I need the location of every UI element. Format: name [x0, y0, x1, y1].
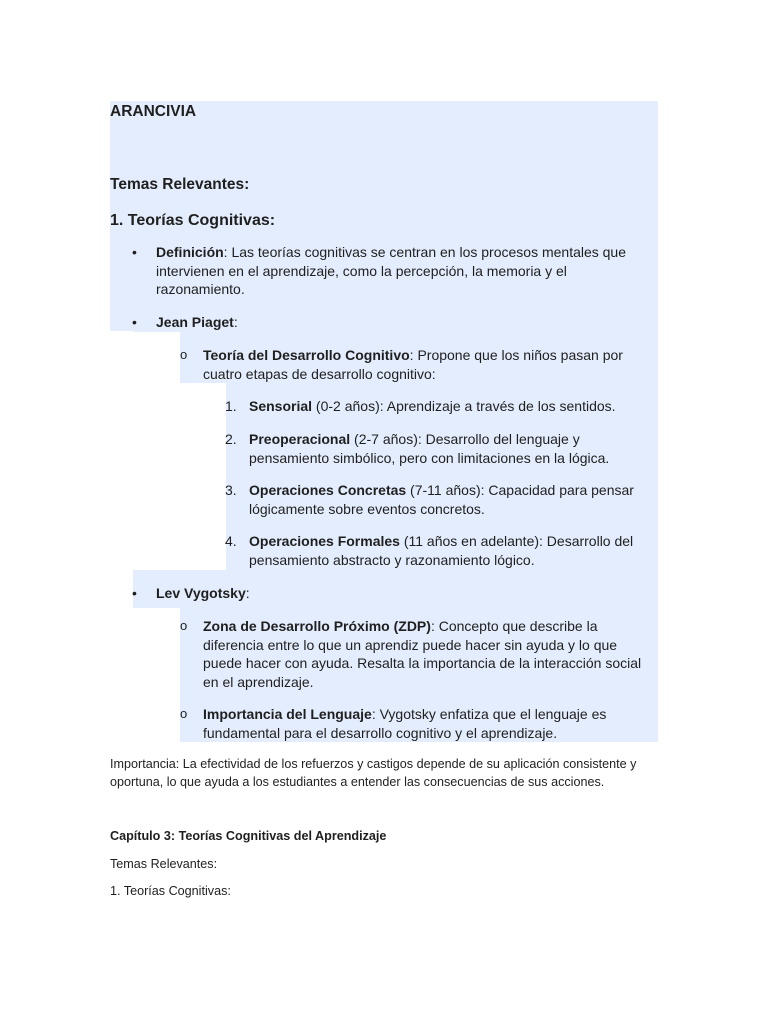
stage-term: Preoperacional [249, 431, 351, 447]
stage-item [249, 532, 649, 569]
definition-term: Definición [156, 244, 224, 260]
teorias-text: 1. Teorías Cognitivas: [110, 884, 231, 898]
piaget-suffix: : [233, 314, 238, 330]
stage-term: Operaciones Formales [249, 533, 400, 549]
sub-bullet-marker: o [180, 347, 188, 362]
stage-number: 2. [225, 431, 237, 447]
stage-number: 3. [225, 482, 237, 498]
stage-term: Sensorial [249, 398, 313, 414]
stage-term: Operaciones Concretas [249, 482, 407, 498]
zdp-term: Zona de Desarrollo Próximo (ZDP) [203, 618, 431, 634]
piaget-theory-term: Teoría del Desarrollo Cognitivo [203, 347, 410, 363]
zdp-text: : Concepto que describe la diferencia entre lo que un aprendiz puede hacer sin ayuda y lo que puede hacer con ayuda. Resalta la importancia de la interacción social en el aprendizaje. [203, 618, 642, 690]
bullet-marker: • [132, 314, 137, 330]
stage-item [249, 397, 649, 416]
zdp-item [203, 617, 655, 691]
definition-text: : Las teorías cognitivas se centran en los procesos mentales que intervienen en el aprendizaje, como la percepción, la memoria y el razonamiento. [156, 244, 627, 297]
stage-text: (2-7 años): Desarrollo del lenguaje y pensamiento simbólico, pero con limitaciones en la lógica. [249, 431, 610, 466]
sub-bullet-marker: o [180, 618, 188, 633]
document-title: ARANCIVIA [110, 103, 197, 120]
vygotsky-suffix: : [245, 585, 250, 601]
lenguaje-item [203, 705, 643, 742]
lenguaje-term: Importancia del Lenguaje [203, 706, 372, 722]
stage-text: (11 años en adelante): Desarrollo del pensamiento abstracto y razonamiento lógico. [249, 533, 634, 568]
temas-text: Temas Relevantes: [110, 857, 218, 871]
vygotsky-item [156, 584, 250, 603]
piaget-theory-text: : Propone que los niños pasan por cuatro etapas de desarrollo cognitivo: [203, 347, 623, 382]
stage-number: 1. [225, 398, 237, 414]
bullet-marker: • [132, 244, 137, 260]
stage-number: 4. [225, 533, 237, 549]
stage-item [249, 481, 649, 518]
sub-bullet-marker: o [180, 706, 188, 721]
lenguaje-text: : Vygotsky enfatiza que el lenguaje es fundamental para el desarrollo cognitivo y el aprendizaje. [203, 706, 607, 741]
bullet-marker: • [132, 585, 137, 601]
stage-text: (7-11 años): Capacidad para pensar lógicamente sobre eventos concretos. [249, 482, 634, 517]
vygotsky-term: Lev Vygotsky [156, 585, 246, 601]
stage-item [249, 430, 649, 467]
section-heading: 1. Teorías Cognitivas: [110, 212, 276, 229]
piaget-theory [203, 346, 651, 383]
piaget-term: Jean Piaget [156, 314, 234, 330]
piaget-item [156, 313, 238, 332]
stage-text: (0-2 años): Aprendizaje a través de los sentidos. [312, 398, 616, 414]
temas-heading: Temas Relevantes: [110, 176, 250, 193]
definition-item [156, 243, 646, 299]
chapter-heading: Capítulo 3: Teorías Cognitivas del Aprendizaje [110, 829, 387, 843]
importancia-paragraph: Importancia: La efectividad de los refuerzos y castigos depende de su aplicación consistente y oportuna, lo que ayuda a los estudiantes a entender las consecuencias de sus acciones. [110, 757, 637, 789]
